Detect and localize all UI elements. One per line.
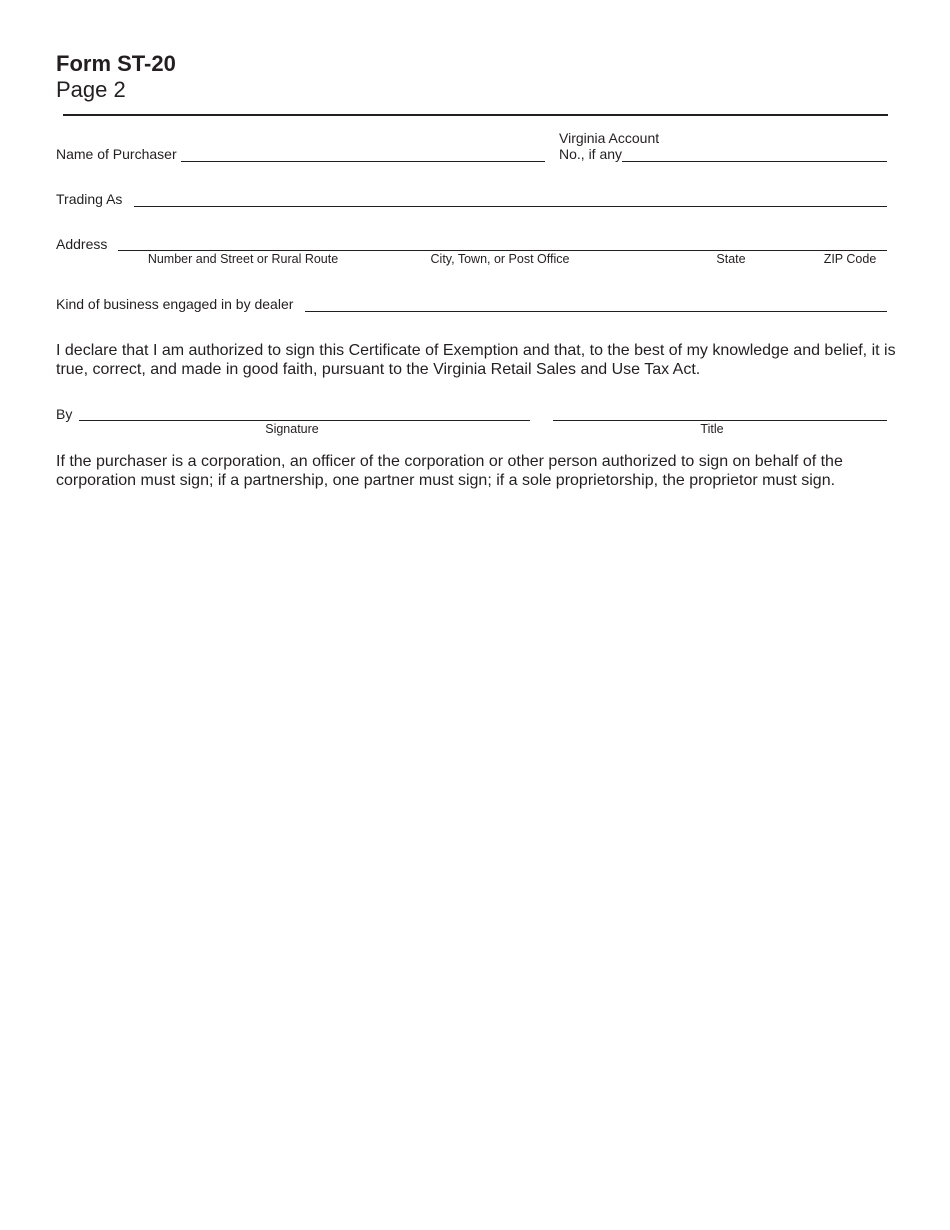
kind-of-business-label: Kind of business engaged in by dealer	[56, 296, 294, 312]
title-caption: Title	[700, 422, 724, 436]
declaration-text: I declare that I am authorized to sign this Certificate of Exemption and that, to the best of my knowledge and belief, it is true, correct, and made in good faith, pursuant to the Virginia Retail Sales and Use Tax Act.	[56, 342, 896, 378]
page-label: Page 2	[56, 77, 126, 102]
signature-caption: Signature	[265, 422, 319, 436]
virginia-account-label-line1: Virginia Account	[559, 130, 660, 146]
by-label: By	[56, 406, 73, 422]
trading-as-label: Trading As	[56, 191, 123, 207]
address-caption-city: City, Town, or Post Office	[430, 252, 570, 266]
name-of-purchaser-label: Name of Purchaser	[56, 146, 177, 162]
address-caption-zip: ZIP Code	[823, 252, 877, 266]
header-divider	[63, 114, 888, 116]
address-caption-state: State	[716, 252, 746, 266]
kind-of-business-field[interactable]	[305, 311, 887, 312]
signature-field[interactable]	[79, 420, 530, 421]
virginia-account-field[interactable]	[622, 161, 887, 162]
trading-as-field[interactable]	[134, 206, 887, 207]
address-label: Address	[56, 236, 108, 252]
virginia-account-label-line2: No., if any	[559, 146, 623, 162]
address-field[interactable]	[118, 250, 887, 251]
address-caption-street: Number and Street or Rural Route	[147, 252, 339, 266]
name-of-purchaser-field[interactable]	[181, 161, 545, 162]
title-field[interactable]	[553, 420, 887, 421]
form-title: Form ST-20	[56, 51, 176, 76]
instruction-text: If the purchaser is a corporation, an officer of the corporation or other person authorized to sign on behalf of the corporation must sign; if a partnership, one partner must sign; if a sole proprietorship, the proprietor must sign.	[56, 453, 843, 489]
